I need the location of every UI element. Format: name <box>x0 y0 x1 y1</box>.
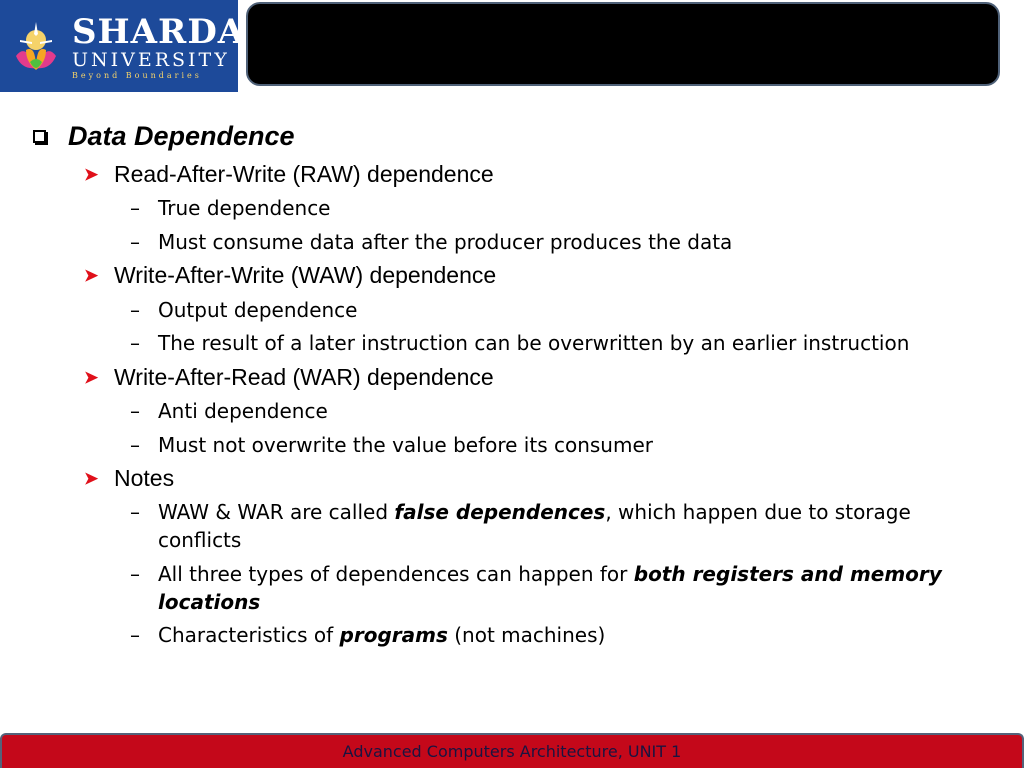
sub-bullet <box>130 397 950 425</box>
chevron-right-icon: ➤ <box>84 367 99 387</box>
logo-tagline: Beyond Boundaries <box>72 71 202 80</box>
chevron-right-icon: ➤ <box>84 468 99 488</box>
sub-bullet <box>130 194 950 222</box>
text-run: WAW & WAR are called <box>158 500 395 524</box>
text-run: (not machines) <box>447 623 606 647</box>
bullet-war <box>84 364 494 391</box>
sub-bullet-text: Output dependence <box>158 298 358 322</box>
emphasis-text: both registers and memory locations <box>158 562 942 614</box>
dash-icon: – <box>130 298 140 322</box>
dash-icon: – <box>130 500 140 524</box>
hollow-square-icon <box>33 130 46 143</box>
sub-bullet <box>130 560 950 616</box>
dash-icon: – <box>130 230 140 254</box>
dash-icon: – <box>130 399 140 423</box>
logo-line-2: UNIVERSITY <box>72 49 230 71</box>
sub-bullet-text: Must not overwrite the value before its consumer <box>158 433 653 457</box>
dash-icon: – <box>130 562 140 586</box>
chevron-right-icon: ➤ <box>84 164 99 184</box>
sub-bullet-text: True dependence <box>158 196 331 220</box>
bullet-label: Notes <box>114 465 175 491</box>
bullet-label: Write-After-Write (WAW) dependence <box>114 262 497 288</box>
dash-icon: – <box>130 196 140 220</box>
sub-bullet-text: Must consume data after the producer produces the data <box>158 230 733 254</box>
sub-bullet-text <box>158 621 950 649</box>
bullet-label: Read-After-Write (RAW) dependence <box>114 161 494 187</box>
dash-icon: – <box>130 331 140 355</box>
bullet-notes <box>84 465 174 492</box>
emphasis-text: false dependences <box>394 500 606 524</box>
emphasis-text: programs <box>339 623 448 647</box>
sub-bullet-text: The result of a later instruction can be overwritten by an earlier instruction <box>158 331 910 355</box>
logo-line-1: SHARDA <box>72 12 246 52</box>
text-run: Characteristics of <box>158 623 340 647</box>
slide-heading: Data Dependence <box>68 120 295 151</box>
heading-row <box>33 118 295 154</box>
dash-icon: – <box>130 623 140 647</box>
footer-bar <box>0 733 1024 768</box>
footer-text: Advanced Computers Architecture, UNIT 1 <box>342 742 682 761</box>
sub-bullet-text <box>158 498 950 554</box>
sub-bullet-text <box>158 560 950 616</box>
chevron-right-icon: ➤ <box>84 265 99 285</box>
sub-bullet <box>130 431 950 459</box>
text-run: , which happen due to storage conflicts <box>158 500 911 552</box>
sub-bullet <box>130 296 950 324</box>
bullet-raw <box>84 161 494 188</box>
sub-bullet <box>130 329 950 357</box>
sub-bullet <box>130 621 950 649</box>
sub-bullet-text: Anti dependence <box>158 399 328 423</box>
text-run: All three types of dependences can happen for <box>158 562 634 586</box>
dash-icon: – <box>130 433 140 457</box>
sub-bullet <box>130 498 950 554</box>
bullet-waw <box>84 262 496 289</box>
sub-bullet <box>130 228 950 256</box>
bullet-label: Write-After-Read (WAR) dependence <box>114 364 494 390</box>
